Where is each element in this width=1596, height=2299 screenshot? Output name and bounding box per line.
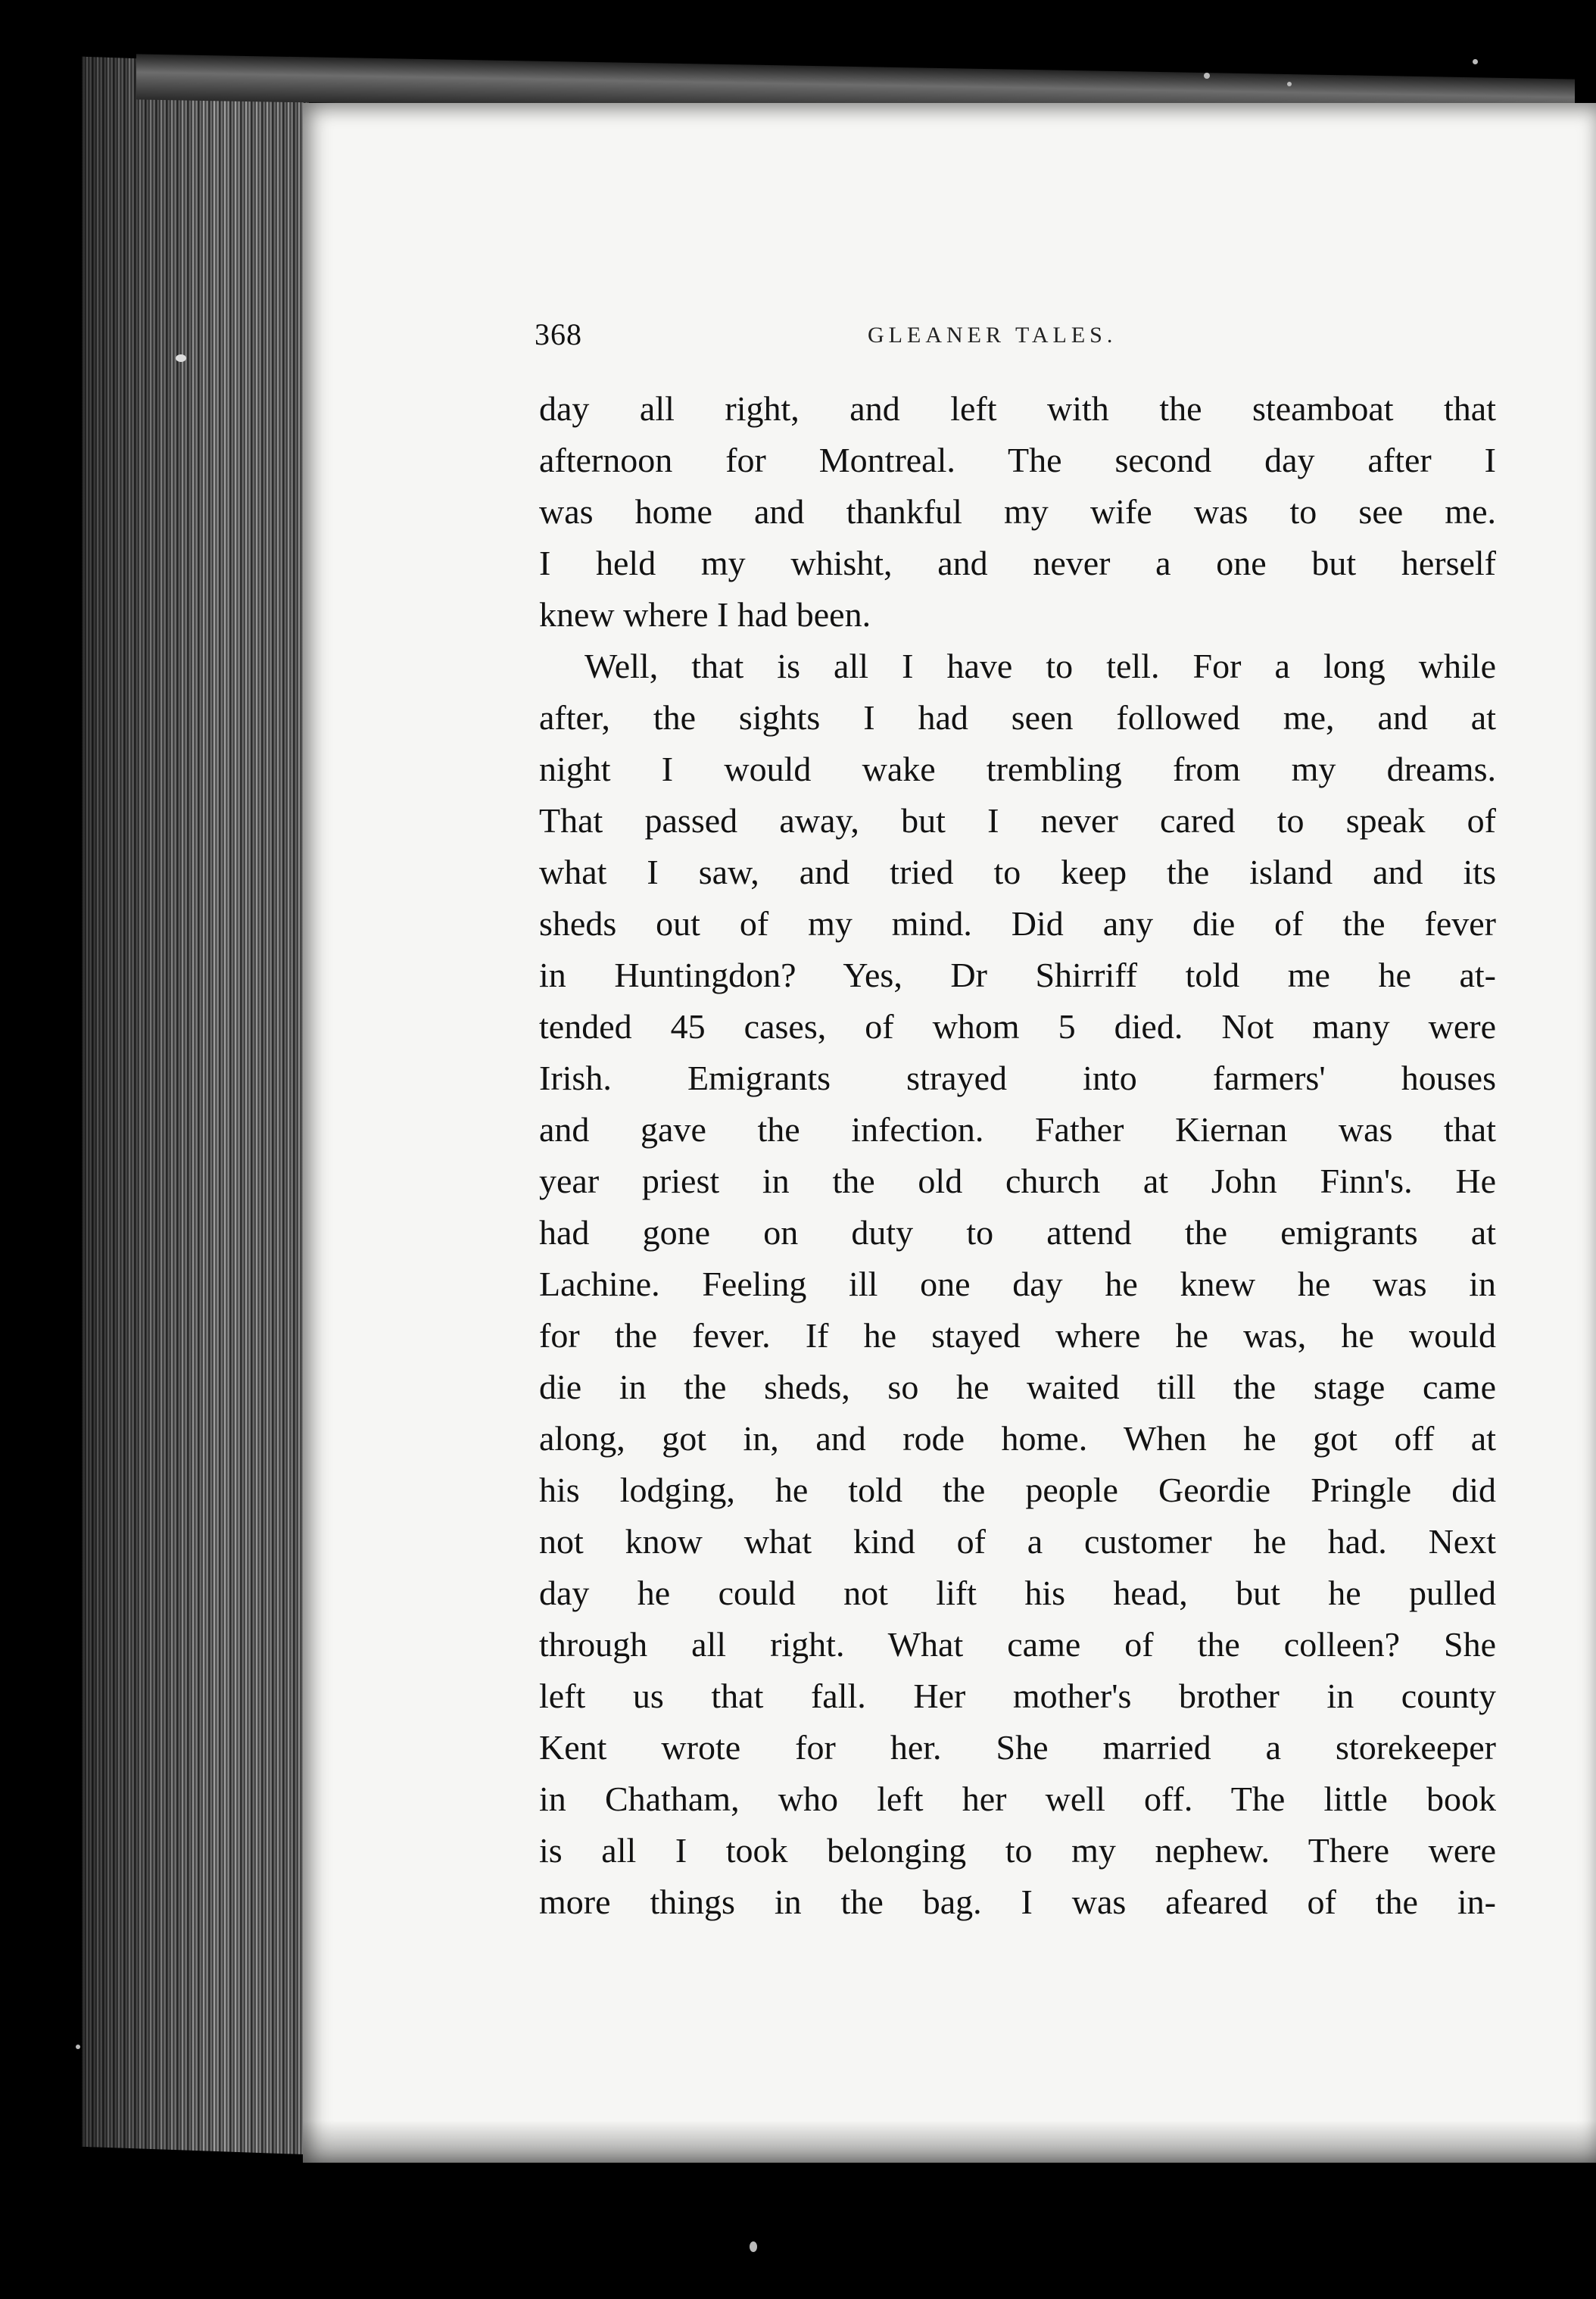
text-line: I held my whisht, and never a one but herself	[539, 544, 1496, 582]
scan-speck	[176, 354, 186, 362]
scan-speck	[750, 2241, 757, 2252]
text-line: That passed away, but I never cared to speak of	[539, 801, 1496, 840]
text-line: knew where I had been.	[539, 595, 871, 634]
text-line: Irish. Emigrants strayed into farmers' houses	[539, 1059, 1496, 1097]
text-line: Kent wrote for her. She married a storekeeper	[539, 1728, 1496, 1767]
page-bottom-shadow	[303, 2120, 1596, 2166]
text-line: tended 45 cases, of whom 5 died. Not many were	[539, 1007, 1496, 1046]
scan-speck	[1204, 73, 1210, 79]
text-line: left us that fall. Her mother's brother in county	[539, 1677, 1496, 1715]
text-line: not know what kind of a customer he had. Next	[539, 1522, 1496, 1561]
text-line: along, got in, and rode home. When he got off at	[539, 1419, 1496, 1458]
text-line: what I saw, and tried to keep the island and its	[539, 853, 1496, 891]
book-page-edges-shade	[82, 57, 309, 2154]
text-line: day all right, and left with the steamboat that	[539, 389, 1496, 428]
scan-speck	[1287, 82, 1292, 86]
text-line: and gave the infection. Father Kiernan was that	[539, 1110, 1496, 1149]
scan-speck	[1473, 59, 1478, 64]
text-line: is all I took belonging to my nephew. There were	[539, 1831, 1496, 1870]
scan-speck	[76, 2045, 80, 2049]
text-line: had gone on duty to attend the emigrants at	[539, 1213, 1496, 1252]
page-number: 368	[535, 317, 582, 351]
page-header	[535, 317, 1496, 362]
text-line: more things in the bag. I was afeared of the in-	[539, 1883, 1496, 1921]
text-line: night I would wake trembling from my dreams.	[539, 750, 1496, 788]
text-line: his lodging, he told the people Geordie Pringle did	[539, 1471, 1496, 1509]
text-line: sheds out of my mind. Did any die of the fever	[539, 904, 1496, 943]
text-line: in Chatham, who left her well off. The little book	[539, 1780, 1496, 1818]
text-line: Well, that is all I have to tell. For a long while	[584, 647, 1496, 685]
text-line: was home and thankful my wife was to see me.	[539, 492, 1496, 531]
body-text	[539, 383, 1496, 1928]
text-line: day he could not lift his head, but he pulled	[539, 1574, 1496, 1612]
text-line: die in the sheds, so he waited till the stage came	[539, 1368, 1496, 1406]
text-line: Lachine. Feeling ill one day he knew he was in	[539, 1265, 1496, 1303]
text-line: in Huntingdon? Yes, Dr Shirriff told me he at-	[539, 956, 1496, 994]
text-line: year priest in the old church at John Finn's. He	[539, 1162, 1496, 1200]
text-line: afternoon for Montreal. The second day after I	[539, 441, 1496, 479]
text-line: through all right. What came of the colleen? She	[539, 1625, 1496, 1664]
running-head: GLEANER TALES.	[868, 323, 1118, 348]
text-line: after, the sights I had seen followed me, and at	[539, 698, 1496, 737]
text-line: for the fever. If he stayed where he was, he would	[539, 1316, 1496, 1355]
